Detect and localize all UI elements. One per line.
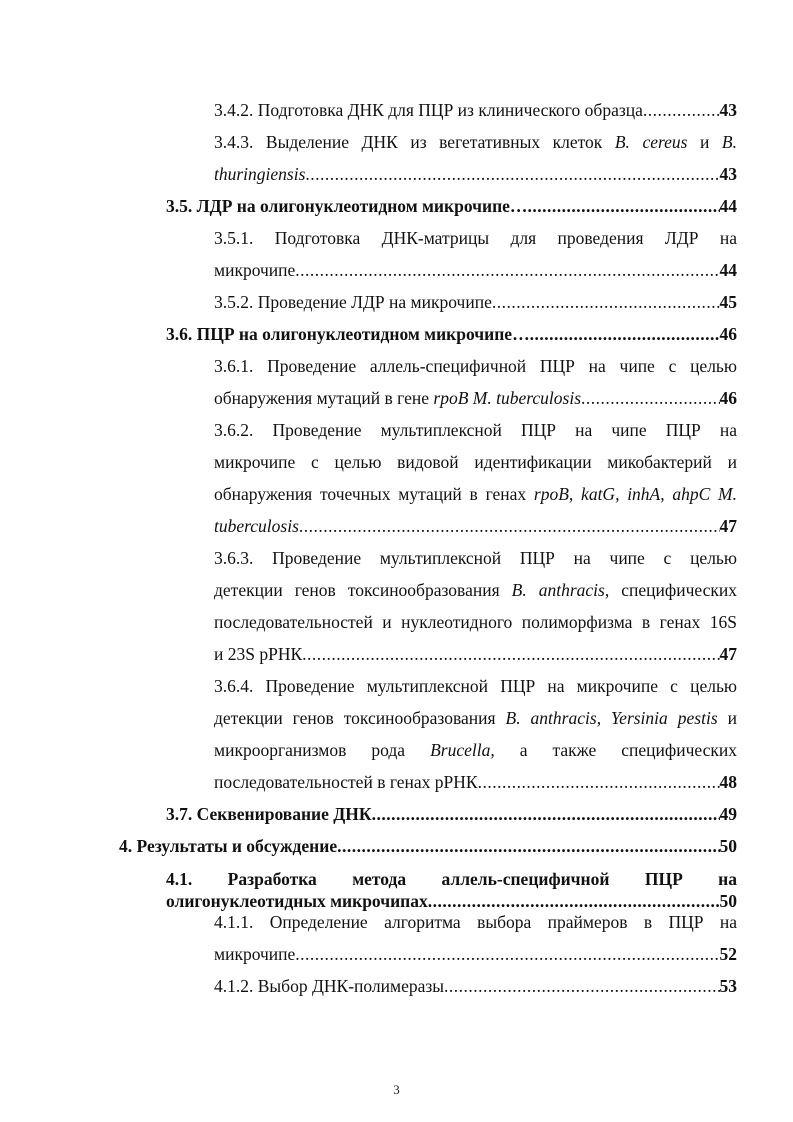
toc-page-number: 43	[719, 164, 737, 184]
toc-entry-title: последовательностей и нуклеотидного полиморфизма в генах 16S	[214, 612, 737, 632]
dot-leader	[581, 382, 719, 414]
dot-leader	[302, 638, 719, 670]
toc-page-number: 46	[719, 324, 737, 344]
toc-page-number: 48	[719, 772, 737, 792]
toc-page-number: 44	[719, 196, 737, 216]
toc-page-number: 43	[719, 100, 737, 120]
toc-entry-title-part: а также специфических	[494, 740, 737, 760]
toc-entry-title: и 23S рРНК	[214, 644, 303, 664]
toc-entry-title: 3.6.1. Проведение аллель-специфичной ПЦР на чипе с целью	[214, 356, 737, 376]
toc-entry-title: 3.5. ЛДР на олигонуклеотидном микрочипе…	[166, 196, 528, 216]
species-name: B. anthracis	[511, 580, 605, 600]
toc-entry-title: 3.5.2. Проведение ЛДР на микрочипе	[214, 292, 492, 312]
toc-entry-title: 3.6.4. Проведение мультиплексной ПЦР на микрочипе с целью	[214, 676, 737, 696]
dot-leader	[372, 798, 720, 830]
toc-entry-4-1-1	[214, 906, 737, 970]
toc-entry-3-7	[166, 798, 737, 830]
dot-leader	[299, 510, 720, 542]
toc-entry-title-part: , специфических	[604, 580, 737, 600]
toc-entry-title: микрочипе с целью видовой идентификации микобактерий и	[214, 452, 737, 472]
dot-leader	[643, 94, 720, 126]
toc-page-number: 50	[719, 891, 737, 911]
dot-leader	[295, 938, 719, 970]
toc-entry-title	[214, 382, 581, 414]
toc-entry-3-5	[166, 190, 737, 222]
species-name: thuringiensis	[214, 164, 306, 184]
toc-entry-4-1-2	[214, 970, 737, 1002]
toc-page-number: 52	[719, 944, 737, 964]
toc-entry-title: 3.5.1. Подготовка ДНК-матрицы для проведения ЛДР на	[214, 228, 737, 248]
dot-leader	[492, 286, 720, 318]
toc-page-number: 45	[719, 292, 737, 312]
dot-leader	[527, 190, 719, 222]
gene-species-name: rpoB M. tuberculosis	[433, 388, 582, 408]
toc-entry-title: олигонуклеотидных микрочипах	[166, 891, 428, 911]
toc-entry-title-part: 3.4.3. Выделение ДНК из вегетативных клеток	[214, 132, 615, 152]
toc-entry-title: микрочипе	[214, 260, 296, 280]
toc-page-number: 47	[719, 644, 737, 664]
toc-entry-title: 3.6.2. Проведение мультиплексной ПЦР на чипе ПЦР на	[214, 420, 737, 440]
species-name: tuberculosis	[214, 516, 299, 536]
toc-entry-title: 3.4.2. Подготовка ДНК для ПЦР из клинического образца	[214, 100, 643, 120]
toc-entry-title-part: и	[687, 132, 722, 152]
toc-page-number: 49	[719, 804, 737, 824]
genus-name: Brucella,	[430, 740, 495, 760]
toc-entry-3-6	[166, 318, 737, 350]
species-name: B.	[721, 132, 737, 152]
toc-entry-title-part: детекции генов токсинообразования	[214, 580, 512, 600]
toc-page-number: 44	[719, 260, 737, 280]
gene-names: rpoB, katG, inhA, ahpC M.	[533, 484, 737, 504]
toc-entry-title: микрочипе	[214, 944, 296, 964]
toc-entry-title-part: ,	[596, 708, 612, 728]
toc-entry-title: 4. Результаты и обсуждение	[119, 836, 338, 856]
toc-entry-title: последовательностей в генах рРНК	[214, 772, 478, 792]
page-number: 3	[393, 1082, 400, 1097]
toc-entry-title: 4.1.2. Выбор ДНК-полимеразы	[214, 976, 445, 996]
toc-page-number: 53	[719, 976, 737, 996]
toc-entry-3-6-2	[214, 414, 737, 542]
toc-entry-title-part: детекции генов токсинообразования	[214, 708, 506, 728]
toc-entry-3-4-2	[214, 94, 737, 126]
toc-entry-title: 3.7. Секвенирование ДНК	[166, 804, 372, 824]
species-name: B. anthracis	[505, 708, 597, 728]
species-name: Yersinia pestis	[611, 708, 718, 728]
toc-entry-3-5-1	[214, 222, 737, 286]
toc-entry-3-4-3	[214, 126, 737, 190]
toc-entry-title-part: микроорганизмов рода	[214, 740, 431, 760]
toc-entry-3-5-2	[214, 286, 737, 318]
dot-leader	[530, 318, 720, 350]
toc-entry-4	[119, 830, 737, 862]
dot-leader	[444, 970, 719, 1002]
dot-leader	[305, 158, 719, 190]
toc-entry-title-part: обнаружения точечных мутаций в генах	[214, 484, 534, 504]
toc-entry-title: 3.6. ПЦР на олигонуклеотидном микрочипе…	[166, 324, 530, 344]
dot-leader	[478, 766, 720, 798]
dot-leader	[337, 830, 719, 862]
toc-entry-title: 3.6.3. Проведение мультиплексной ПЦР на чипе с целью	[214, 548, 737, 568]
toc-entry-3-6-1	[214, 350, 737, 414]
toc-entry-3-6-3	[214, 542, 737, 670]
toc-entry-title-part: обнаружения мутаций в гене	[214, 388, 434, 408]
toc-page-number: 50	[719, 836, 737, 856]
toc-entry-title-part: и	[717, 708, 737, 728]
toc-entry-title: 4.1.1. Определение алгоритма выбора праймеров в ПЦР на	[214, 912, 737, 932]
dot-leader	[295, 254, 719, 286]
toc-page-number: 47	[719, 516, 737, 536]
toc-entry-title: 4.1. Разработка метода аллель-специфичной ПЦР на	[166, 869, 737, 889]
toc-page-number: 46	[719, 388, 737, 408]
toc-entry-3-6-4	[214, 670, 737, 798]
species-name: B. cereus	[614, 132, 688, 152]
